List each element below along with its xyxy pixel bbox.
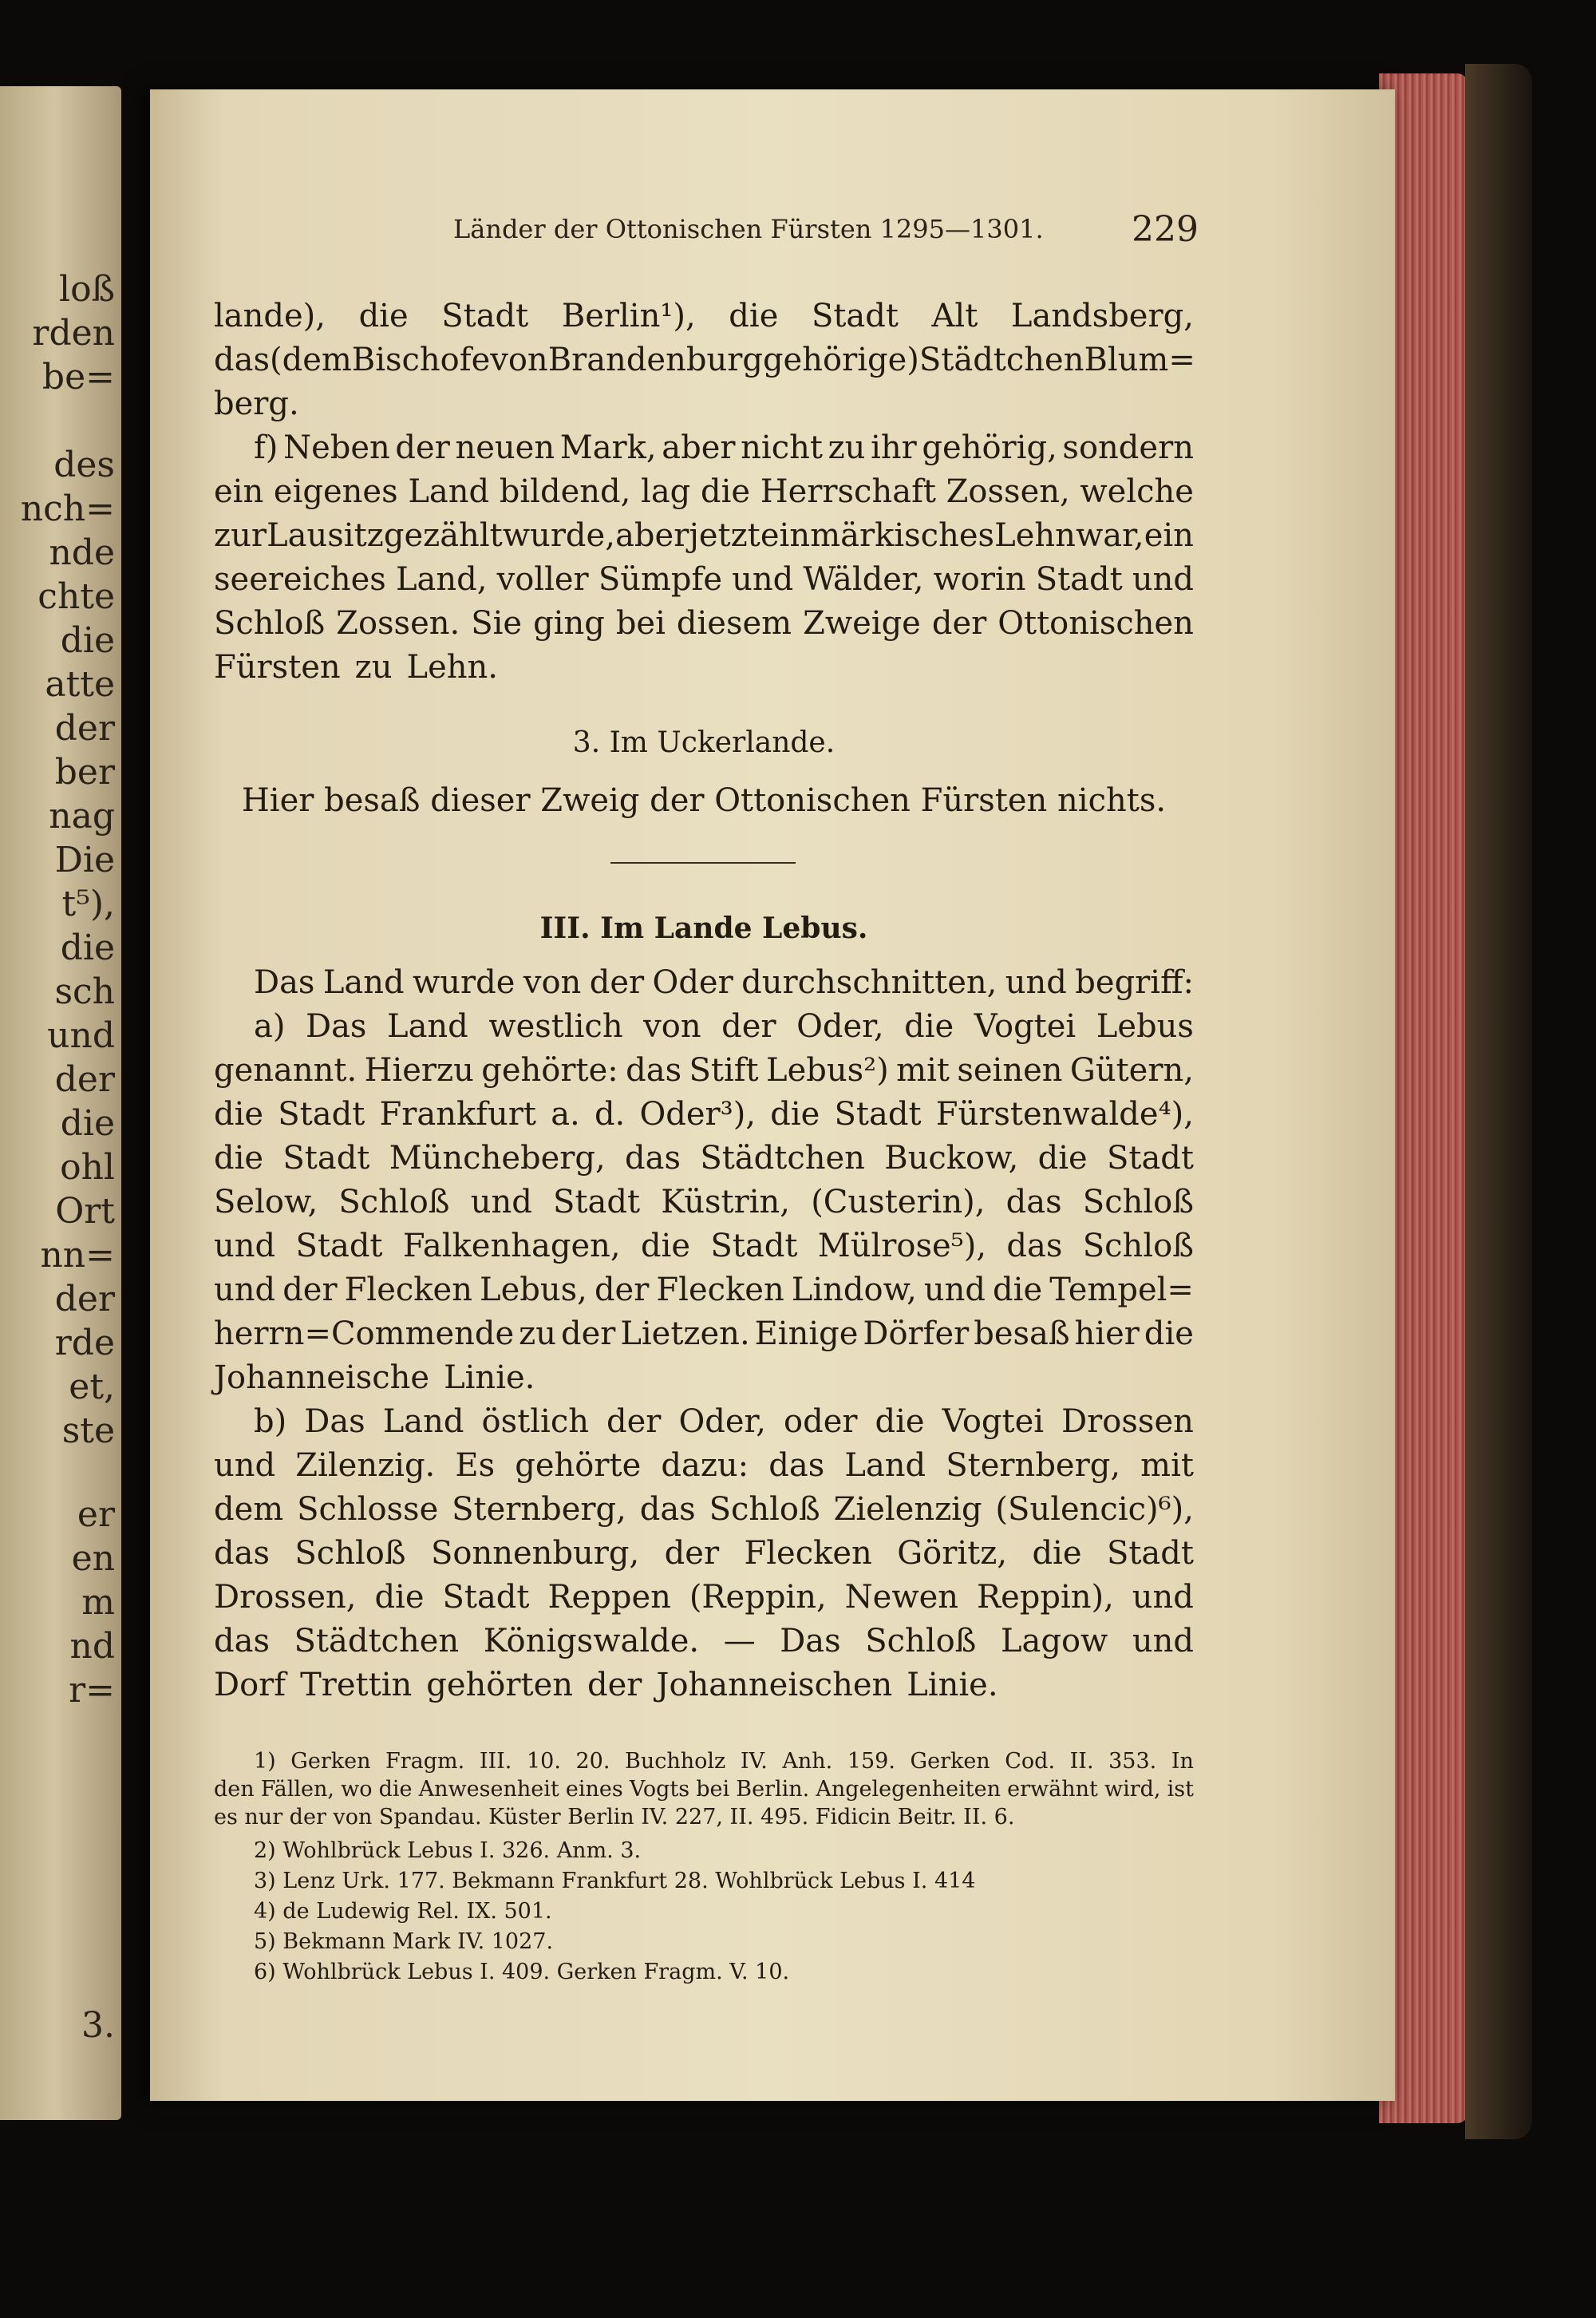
text-line: Johanneische Linie.	[214, 1359, 535, 1396]
left-page-fragment: loß	[59, 269, 115, 310]
text-line: und Stadt Falkenhagen, die Stadt Mülrose⁵), das Schloß	[214, 1228, 1194, 1264]
text-line: Drossen, die Stadt Reppen (Reppin, Newen Reppin), und	[214, 1579, 1194, 1616]
left-page-fragment: 3.	[81, 2005, 115, 2046]
left-page-fragment: ohl	[60, 1147, 115, 1188]
section-text-uckerland: Hier besaß dieser Zweig der Ottonischen Fürsten nichts.	[241, 782, 1167, 819]
text-line: Schloß Zossen. Sie ging bei diesem Zweige der Ottonischen	[214, 605, 1194, 642]
text-line: Selow, Schloß und Stadt Küstrin, (Custerin), das Schloß	[214, 1184, 1194, 1220]
footnote-line: 2) Wohlbrück Lebus I. 326. Anm. 3.	[254, 1838, 642, 1863]
left-page-fragment: be=	[41, 357, 115, 398]
left-page-margin	[0, 86, 121, 2120]
left-page-fragment: nde	[49, 532, 115, 573]
text-line: und Zilenzig. Es gehörte dazu: das Land Sternberg, mit	[214, 1447, 1194, 1484]
left-page-fragment: der	[54, 708, 115, 749]
left-page-fragment: en	[71, 1538, 115, 1579]
text-line: dem Schlosse Sternberg, das Schloß Zielenzig (Sulencic)⁶),	[214, 1491, 1194, 1528]
footnote-line: 3) Lenz Urk. 177. Bekmann Frankfurt 28. Wohlbrück Lebus I. 414	[254, 1869, 976, 1893]
left-page-fragment: rde	[54, 1323, 115, 1363]
footnote-line: den Fällen, wo die Anwesenheit eines Vogts bei Berlin. Angelegenheiten erwähnt wird, ist	[214, 1777, 1194, 1802]
left-page-fragment: nn=	[40, 1235, 115, 1276]
footnote-line: es nur der von Spandau. Küster Berlin IV. 227, II. 495. Fidicin Beitr. II. 6.	[214, 1805, 1015, 1829]
text-line: herrn=Commende zu der Lietzen. Einige Dörfer besaß hier die	[214, 1315, 1194, 1352]
text-line: a) Das Land westlich von der Oder, die Vogtei Lebus	[254, 1008, 1194, 1045]
section-heading-uckerland: 3. Im Uckerlande.	[572, 726, 836, 759]
left-page-fragment: Die	[54, 840, 115, 880]
left-page-fragment: Ort	[55, 1191, 115, 1232]
left-page-fragment: die	[60, 1103, 115, 1144]
left-page-fragment: nag	[49, 796, 115, 837]
text-line: ein eigenes Land bildend, lag die Herrschaft Zossen, welche	[214, 473, 1194, 510]
text-line: die Stadt Frankfurt a. d. Oder³), die Stadt Fürstenwalde⁴),	[214, 1096, 1194, 1133]
footnote-line: 4) de Ludewig Rel. IX. 501.	[254, 1899, 552, 1924]
left-page-fragment: er	[77, 1494, 115, 1535]
text-line: berg.	[214, 386, 299, 422]
text-line: das (dem Bischofe von Brandenburg gehörige) Städtchen Blum=	[214, 342, 1195, 378]
text-line: Fürsten zu Lehn.	[214, 649, 498, 686]
left-page-fragment: sch	[54, 971, 115, 1012]
footnote-line: 6) Wohlbrück Lebus I. 409. Gerken Fragm. V. 10.	[254, 1960, 790, 1984]
text-line: genannt. Hierzu gehörte: das Stift Lebus²) mit seinen Gütern,	[214, 1052, 1194, 1089]
left-page-fragment: nch=	[20, 489, 115, 529]
section-heading-lebus: III. Im Lande Lebus.	[539, 912, 868, 945]
text-line: f) Neben der neuen Mark, aber nicht zu ihr gehörig, sondern	[254, 429, 1194, 466]
left-page-fragment: t⁵),	[61, 884, 115, 924]
left-page-fragment: m	[81, 1582, 115, 1623]
left-page-fragment: et,	[69, 1367, 115, 1407]
text-line: Das Land wurde von der Oder durchschnitten, und begriff:	[254, 964, 1194, 1001]
text-line: zur Lausitz gezählt wurde, aber jetzt ein märkisches Lehn war, ein	[214, 517, 1194, 554]
text-line: die Stadt Müncheberg, das Städtchen Buckow, die Stadt	[214, 1140, 1194, 1177]
text-line: seereiches Land, voller Sümpfe und Wälder, worin Stadt und	[214, 561, 1194, 598]
left-page-fragment: rden	[32, 313, 115, 354]
text-line: lande), die Stadt Berlin¹), die Stadt Alt Landsberg,	[214, 298, 1194, 334]
left-page-fragment: ber	[54, 752, 115, 793]
left-page-fragment: chte	[38, 576, 115, 617]
left-page-fragment: des	[53, 445, 115, 485]
text-line: b) Das Land östlich der Oder, oder die Vogtei Drossen	[254, 1403, 1194, 1440]
left-page-fragment: der	[54, 1059, 115, 1100]
section-divider	[610, 862, 796, 864]
footnote-line: 1) Gerken Fragm. III. 10. 20. Buchholz IV. Anh. 159. Gerken Cod. II. 353. In	[254, 1749, 1194, 1774]
left-page-fragment: nd	[69, 1626, 115, 1667]
left-page-fragment: atte	[45, 664, 115, 705]
text-line: das Städtchen Königswalde. — Das Schloß Lagow und	[214, 1623, 1194, 1659]
footnote-line: 5) Bekmann Mark IV. 1027.	[254, 1929, 554, 1954]
left-page-fragment: ste	[61, 1410, 115, 1451]
left-page-fragment: die	[60, 620, 115, 661]
left-page-fragment: und	[47, 1015, 115, 1056]
text-line: und der Flecken Lebus, der Flecken Lindow, und die Tempel=	[214, 1272, 1194, 1308]
book-cover	[1465, 64, 1532, 2139]
page-number: 229	[1132, 209, 1199, 250]
left-page-fragment: r=	[69, 1670, 115, 1711]
text-line: das Schloß Sonnenburg, der Flecken Göritz, die Stadt	[214, 1535, 1194, 1572]
text-line: Dorf Trettin gehörten der Johanneischen Linie.	[214, 1667, 998, 1703]
left-page-fragment: der	[54, 1279, 115, 1319]
running-head: Länder der Ottonischen Fürsten 1295—1301.	[453, 214, 1044, 244]
left-page-fragment: die	[60, 928, 115, 968]
